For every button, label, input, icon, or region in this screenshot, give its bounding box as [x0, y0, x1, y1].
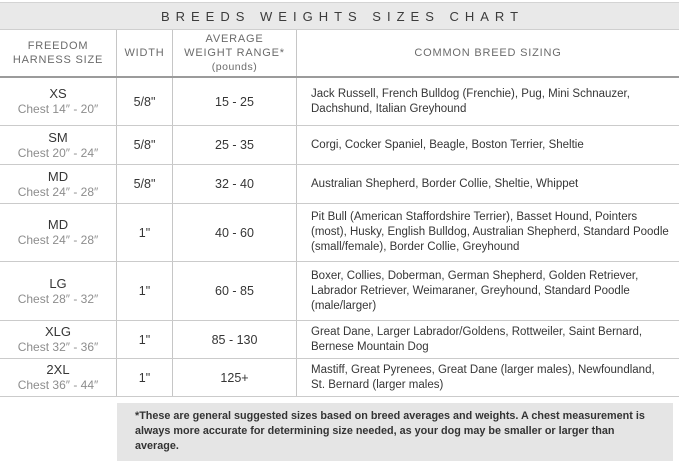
header-subline: (pounds) [211, 61, 258, 73]
harness-size-cell [0, 126, 117, 164]
size-code: XS [49, 86, 67, 101]
size-code: XLG [44, 324, 71, 339]
chest-range: Chest 14″ - 20″ [17, 102, 99, 116]
width-cell: 5/8" [117, 78, 173, 125]
chest-range: Chest 20″ - 24″ [17, 145, 99, 160]
harness-size-cell [0, 359, 117, 396]
weight-range-cell: 40 - 60 [173, 204, 297, 261]
chest-range: Chest 24″ - 28″ [17, 184, 99, 199]
table-row [0, 359, 679, 397]
width-cell: 5/8" [117, 126, 173, 164]
weight-range-cell: 25 - 35 [173, 126, 297, 164]
breeds-cell: Boxer, Collies, Doberman, German Shepherd, Golden Retriever, Labrador Retriever, Weimaraner, Greyhound, Standard Poodle (male/larger) [311, 269, 639, 312]
harness-size-cell [0, 321, 117, 358]
breeds-cell: Australian Shepherd, Border Collie, Sheltie, Whippet [311, 177, 579, 190]
header-common-breed-sizing [297, 30, 679, 76]
size-code: MD [47, 168, 69, 184]
header-width [117, 30, 173, 76]
header-line: FREEDOM [27, 40, 89, 52]
chart-title: BREEDS WEIGHTS SIZES CHART [160, 8, 525, 24]
table-row [0, 78, 679, 126]
breeds-cell: Great Dane, Larger Labrador/Goldens, Rottweiler, Saint Bernard, Bernese Mountain Dog [311, 325, 643, 353]
harness-size-cell [0, 165, 117, 203]
harness-size-cell [0, 78, 117, 125]
header-line: HARNESS SIZE [12, 54, 104, 66]
weight-range-cell: 85 - 130 [173, 321, 297, 358]
chest-range: Chest 36″ - 44″ [17, 378, 99, 392]
table-row [0, 321, 679, 359]
header-line: COMMON BREED SIZING [414, 47, 562, 59]
width-cell: 1" [117, 359, 173, 396]
chest-range: Chest 32″ - 36″ [17, 340, 99, 354]
weight-range-cell: 125+ [173, 359, 297, 396]
header-line: WEIGHT RANGE* [184, 47, 285, 59]
width-cell: 1" [117, 204, 173, 261]
table-header-row [0, 30, 679, 78]
table-row [0, 204, 679, 262]
breeds-cell: Corgi, Cocker Spaniel, Beagle, Boston Terrier, Sheltie [311, 138, 584, 151]
weight-range-cell: 15 - 25 [173, 78, 297, 125]
width-cell: 1" [117, 321, 173, 358]
harness-size-cell [0, 204, 117, 261]
footnote: *These are general suggested sizes based on breed averages and weights. A chest measurement is always more accurate for determining size needed, as your dog may be smaller or larger than average. [117, 403, 673, 461]
width-cell: 1" [117, 262, 173, 320]
header-freedom-harness-size [0, 30, 117, 76]
breeds-cell: Jack Russell, French Bulldog (Frenchie), Pug, Mini Schnauzer, Dachshund, Italian Greyhound [311, 87, 630, 115]
chart-title-band [0, 2, 679, 30]
table-row [0, 126, 679, 165]
breeds-cell: Pit Bull (American Staffordshire Terrier), Basset Hound, Pointers (most), Husky, English Bulldog, Australian Shepherd, Standard Poodle (small/female), Border Collie, Greyhound [311, 211, 669, 253]
chest-range: Chest 28″ - 32″ [17, 291, 99, 306]
width-cell: 5/8" [117, 165, 173, 203]
table-row [0, 165, 679, 204]
header-average-weight-range [173, 30, 297, 76]
weight-range-cell: 32 - 40 [173, 165, 297, 203]
size-code: SM [48, 129, 68, 145]
breeds-cell: Mastiff, Great Pyrenees, Great Dane (larger males), Newfoundland, St. Bernard (larger males) [311, 363, 655, 391]
breeds-weights-sizes-chart [0, 2, 679, 452]
harness-size-cell [0, 262, 117, 320]
size-code: LG [49, 275, 67, 291]
size-code: 2XL [46, 362, 70, 377]
chest-range: Chest 24″ - 28″ [17, 233, 99, 247]
table-row [0, 262, 679, 321]
header-line: WIDTH [124, 47, 165, 59]
header-line: AVERAGE [205, 33, 264, 45]
weight-range-cell: 60 - 85 [173, 262, 297, 320]
size-code: MD [47, 217, 69, 232]
